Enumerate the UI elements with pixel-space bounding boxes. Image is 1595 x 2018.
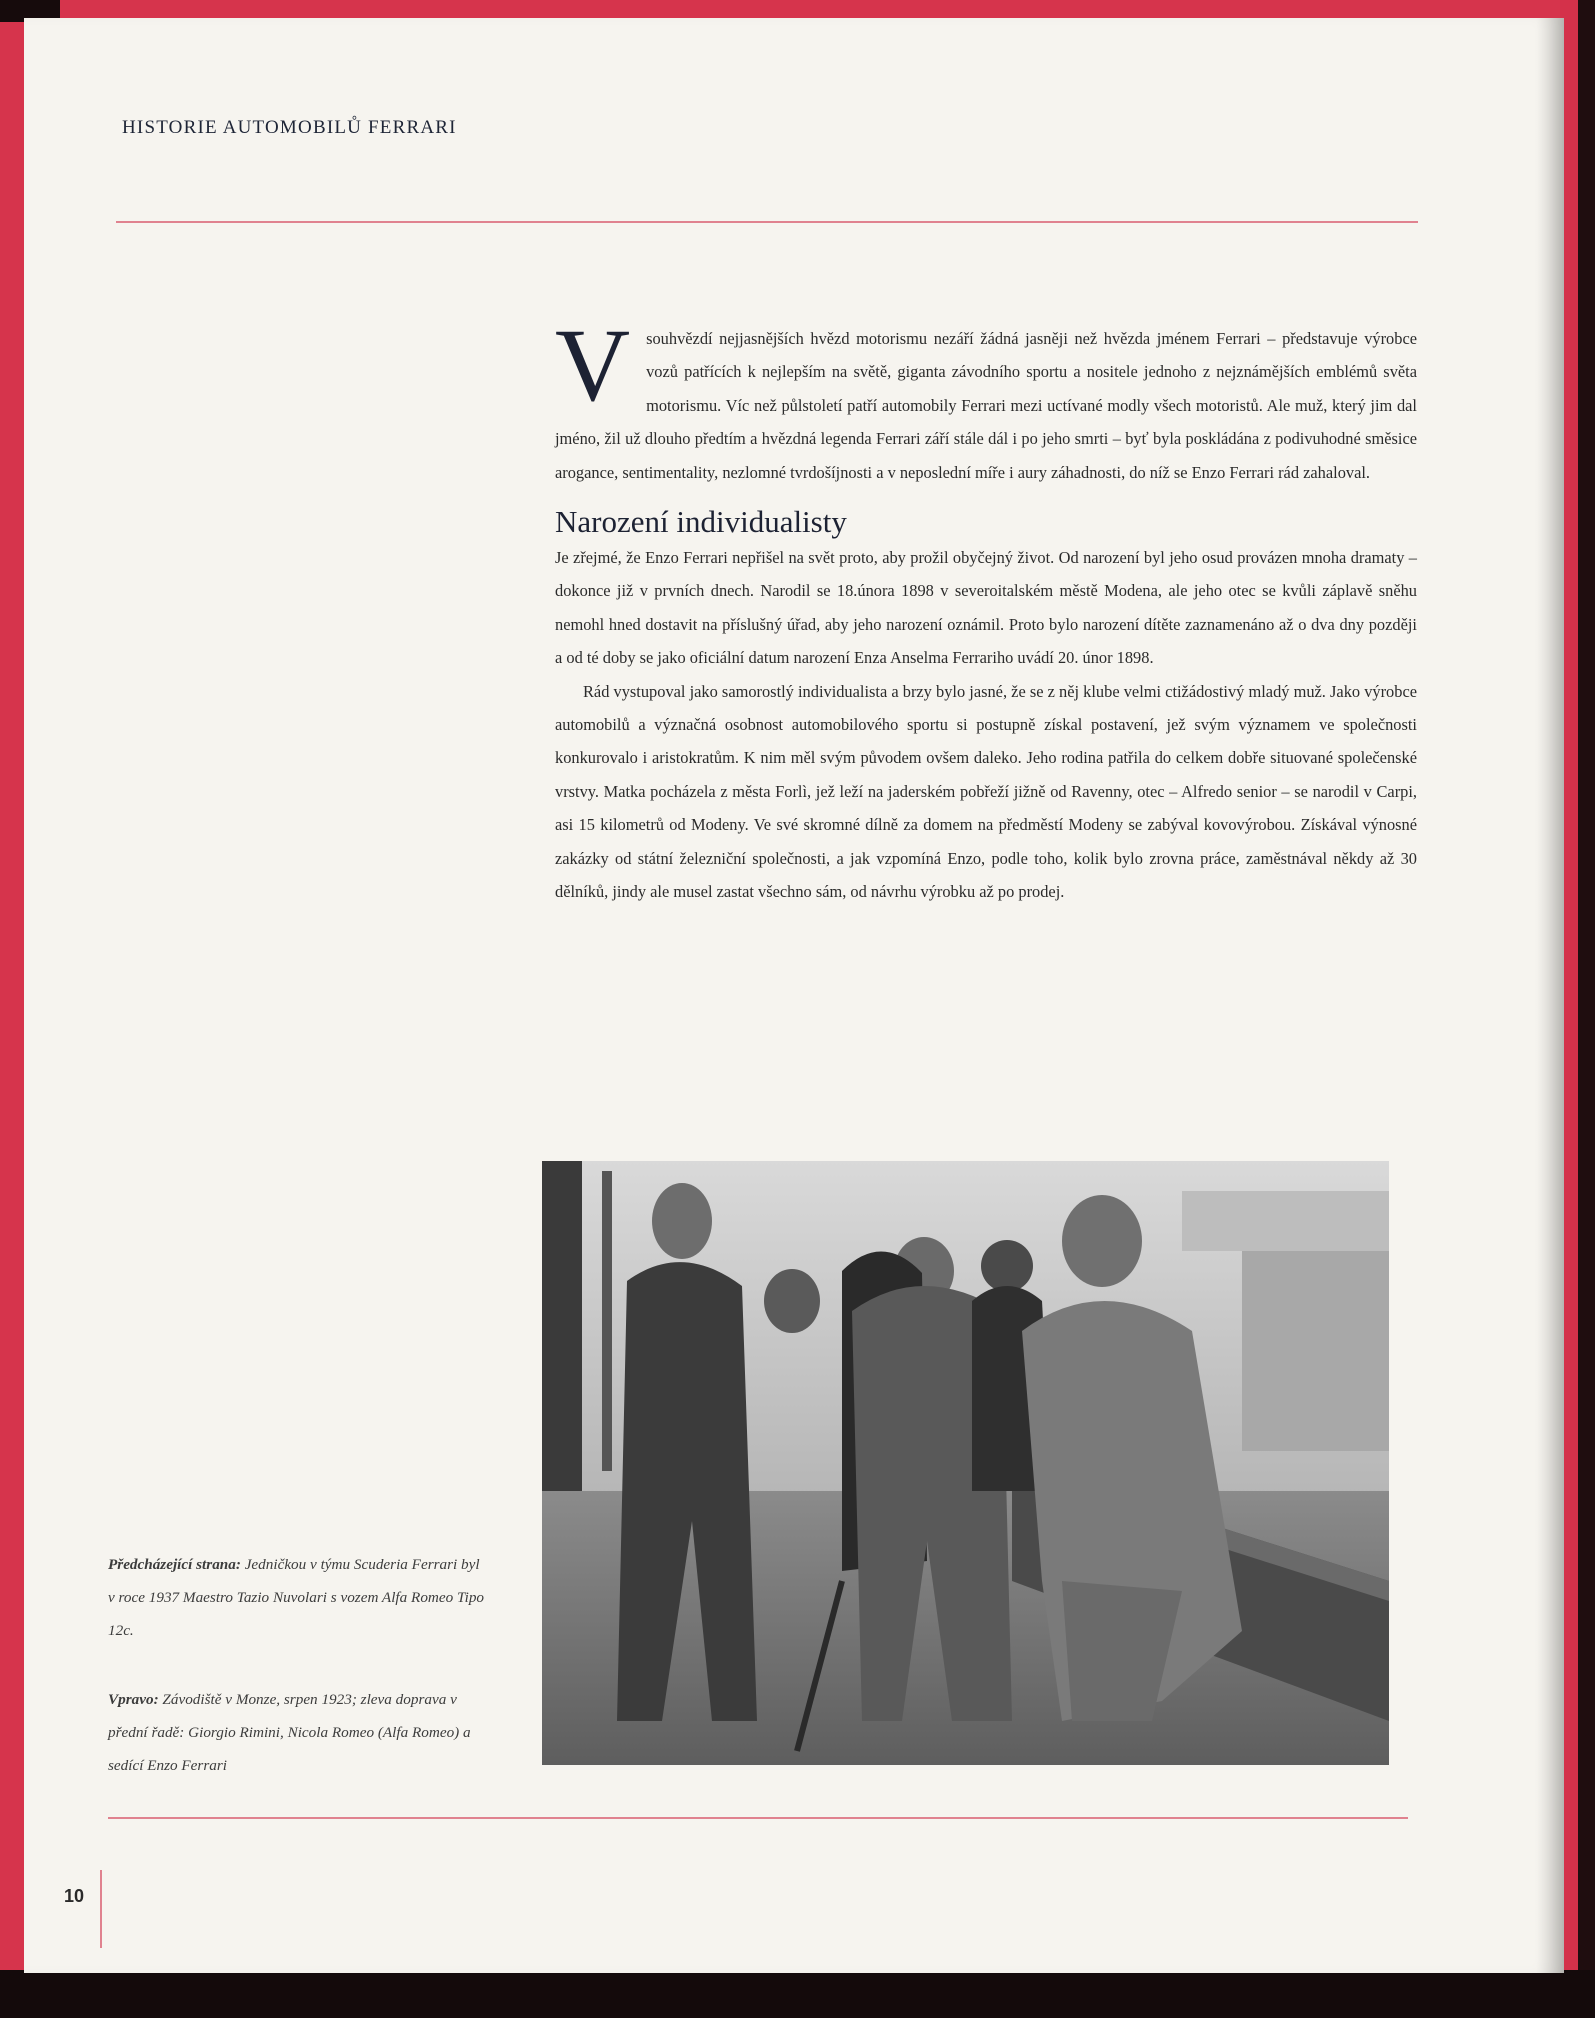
header-rule bbox=[116, 221, 1418, 223]
folio-line bbox=[100, 1870, 102, 1948]
intro-text: souhvězdí nejjasnějších hvězd motorismu nezáří žádná jasněji než hvězda jménem Ferrari – představuje výrobce vozů patřících k nejlepším na světě, giganta závodního sportu a nositele jednoho z nejznámějších emblémů světa motorismu. Víc než půlstoletí patří automobily Ferrari mezi uctívané modly všech motoristů. Ale muž, který jim dal jméno, žil už dlouho předtím a hvězdná legenda Ferrari září stále dál i po jeho smrti – byť byla poskládána z podivuhodné směsice arogance, sentimentality, nezlomné tvrdošíjnosti a v neposlední míře i aury záhadnosti, do níž se Enzo Ferrari rád zahaloval. bbox=[555, 329, 1417, 482]
intro-paragraph bbox=[555, 308, 1417, 489]
running-header: HISTORIE AUTOMOBILŮ FERRARI bbox=[122, 117, 457, 138]
cover-spine-shadow bbox=[1578, 0, 1595, 2018]
caption-label: Vpravo: bbox=[108, 1691, 159, 1708]
drop-cap: V bbox=[555, 308, 631, 423]
photo-illustration bbox=[542, 1161, 1389, 1765]
article-body bbox=[555, 308, 1417, 909]
caption-text: Jedničkou v týmu Scuderia Ferrari byl v roce 1937 Maestro Tazio Nuvolari s vozem Alfa Romeo Tipo 12c. bbox=[108, 1556, 485, 1639]
footer-rule bbox=[108, 1817, 1408, 1819]
body-paragraph-1: Je zřejmé, že Enzo Ferrari nepřišel na svět proto, aby prožil obyčejný život. Od narození byl jeho osud provázen mnoha dramaty – dokonce již v prvních dnech. Narodil se 18.února 1898 v severoitalském městě Modena, ale jeho otec se kvůli záplavě sněhu nemohl hned dostavit na příslušný úřad, aby jeho narození oznámil. Proto bylo narození dítěte zaznamenáno až o dva dny později a od té doby se jako oficiální datum narození Enza Anselma Ferrariho uvádí 20. únor 1898. bbox=[555, 548, 1417, 668]
historical-photo bbox=[542, 1161, 1389, 1765]
section-heading: Narození individualisty bbox=[555, 504, 847, 540]
caption-previous-page bbox=[108, 1548, 490, 1647]
page-gutter-shadow bbox=[1536, 18, 1564, 1973]
caption-text: Závodiště v Monze, srpen 1923; zleva doprava v přední řadě: Giorgio Rimini, Nicola Romeo (Alfa Romeo) a sedící Enzo Ferrari bbox=[108, 1691, 471, 1774]
page-number: 10 bbox=[64, 1886, 85, 1906]
caption-photo bbox=[108, 1683, 490, 1782]
body-paragraph-2: Rád vystupoval jako samorostlý individualista a brzy bylo jasné, že se z něj klube velmi ctižádostivý mladý muž. Jako výrobce automobilů a význačná osobnost automobilového sportu si postupně získal postavení, jež svým významem ve společnosti konkurovalo i aristokratům. K nim měl svým původem ovšem daleko. Jeho rodina patřila do celkem dobře situované společenské vrstvy. Matka pocházela z města Forlì, jež leží na jaderském pobřeží jižně od Ravenny, otec – Alfredo senior – se narodil v Carpi, asi 15 kilometrů od Modeny. Ve své skromné dílně za domem na předměstí Modeny se zabýval kovovýrobou. Získával výnosné zakázky od státní železniční společnosti, a jak vzpomíná Enzo, podle toho, kolik bylo zrovna práce, zaměstnával někdy až 30 dělníků, jindy ale musel zastat všechno sám, od návrhu výrobku až po prodej. bbox=[555, 681, 1417, 902]
scan-background bbox=[0, 1970, 1595, 2018]
caption-label: Předcházející strana: bbox=[108, 1556, 241, 1573]
